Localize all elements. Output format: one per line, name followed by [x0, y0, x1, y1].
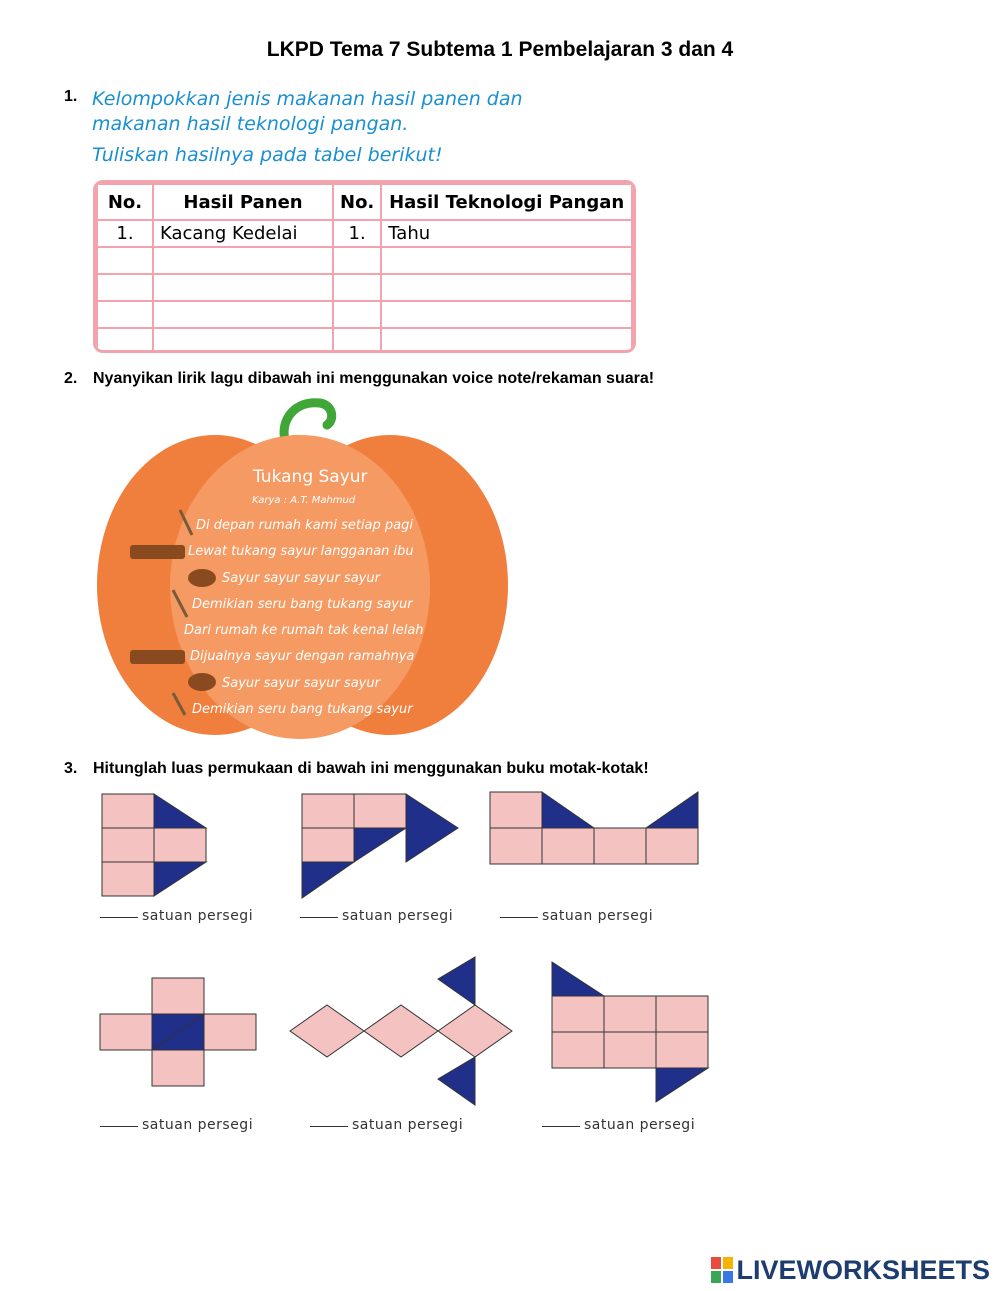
- pumpkin-illustration: [95, 395, 515, 745]
- table-cell-input[interactable]: [97, 247, 153, 274]
- table-cell-input[interactable]: [381, 274, 632, 301]
- table-cell: 1.: [97, 220, 153, 247]
- answer-caption-2[interactable]: [300, 908, 453, 924]
- question-3-text: Hitunglah luas permukaan di bawah ini menggunakan buku motak-kotak!: [93, 760, 649, 777]
- net-shape-3: [488, 790, 704, 866]
- lyric-line: Dari rumah ke rumah tak kenal lelah: [184, 623, 424, 638]
- table-cell-input[interactable]: [381, 328, 632, 353]
- question-1-line-1: Kelompokkan jenis makanan hasil panen dan: [92, 88, 523, 110]
- caption-text: satuan persegi: [342, 908, 454, 924]
- table-cell: Tahu: [381, 220, 632, 247]
- table-cell-input[interactable]: [97, 328, 153, 353]
- header-hasil-teknologi: Hasil Teknologi Pangan: [381, 184, 632, 220]
- answer-caption-5[interactable]: [310, 1117, 463, 1133]
- lyric-line: Dijualnya sayur dengan ramahnya: [190, 649, 415, 664]
- net-shape-5: [288, 955, 518, 1107]
- net-shape-6: [550, 960, 714, 1106]
- table-header-row: [97, 184, 632, 220]
- question-2-number: 2.: [64, 370, 78, 387]
- lyric-line: Di depan rumah kami setiap pagi: [196, 518, 413, 533]
- table-cell-input[interactable]: [333, 274, 381, 301]
- table-cell-input[interactable]: [333, 328, 381, 353]
- table-row: [97, 247, 632, 274]
- liveworksheets-logo[interactable]: [711, 1255, 990, 1286]
- answer-blank[interactable]: [542, 1126, 580, 1127]
- table-cell-input[interactable]: [153, 301, 333, 328]
- table-cell-input[interactable]: [381, 301, 632, 328]
- answer-blank[interactable]: [100, 1126, 138, 1127]
- caption-text: satuan persegi: [142, 908, 254, 924]
- table-cell-input[interactable]: [97, 274, 153, 301]
- lyric-line: Sayur sayur sayur sayur: [222, 571, 380, 586]
- table-cell-input[interactable]: [153, 274, 333, 301]
- table-cell-input[interactable]: [333, 301, 381, 328]
- answer-blank[interactable]: [500, 917, 538, 918]
- answer-caption-1[interactable]: [100, 908, 253, 924]
- xylophone-icon: [130, 545, 185, 559]
- table-row: [97, 301, 632, 328]
- table-cell-input[interactable]: [153, 247, 333, 274]
- table-row: [97, 220, 632, 247]
- page-title: LKPD Tema 7 Subtema 1 Pembelajaran 3 dan 4: [266, 38, 734, 61]
- question-2-text: Nyanyikan lirik lagu dibawah ini menggunakan voice note/rekaman suara!: [93, 370, 655, 387]
- table-cell: 1.: [333, 220, 381, 247]
- lyric-line: Sayur sayur sayur sayur: [222, 676, 380, 691]
- question-1-line-3: Tuliskan hasilnya pada tabel berikut!: [92, 144, 443, 166]
- header-no-2: No.: [333, 184, 381, 220]
- answer-blank[interactable]: [310, 1126, 348, 1127]
- caption-text: satuan persegi: [542, 908, 654, 924]
- lyric-line: Lewat tukang sayur langganan ibu: [188, 544, 414, 559]
- table-row: [97, 274, 632, 301]
- answer-blank[interactable]: [300, 917, 338, 918]
- caption-text: satuan persegi: [584, 1117, 696, 1133]
- table-cell-input[interactable]: [333, 247, 381, 274]
- table-cell-input[interactable]: [153, 328, 333, 353]
- drum-icon: [188, 569, 216, 587]
- answer-blank[interactable]: [100, 917, 138, 918]
- answer-caption-4[interactable]: [100, 1117, 253, 1133]
- xylophone-icon: [130, 650, 185, 664]
- song-title: Tukang Sayur: [253, 467, 368, 487]
- question-3-number: 3.: [64, 760, 78, 777]
- caption-text: satuan persegi: [142, 1117, 254, 1133]
- table-cell-input[interactable]: [97, 301, 153, 328]
- song-author: Karya : A.T. Mahmud: [252, 495, 356, 506]
- drum-icon: [188, 673, 216, 691]
- logo-badge-icon: [711, 1257, 733, 1283]
- question-1-line-2: makanan hasil teknologi pangan.: [92, 113, 409, 135]
- net-shape-1: [100, 792, 210, 900]
- net-shape-2: [300, 792, 462, 902]
- header-no-1: No.: [97, 184, 153, 220]
- table-cell: Kacang Kedelai: [153, 220, 333, 247]
- caption-text: satuan persegi: [352, 1117, 464, 1133]
- pumpkin-stem: [284, 403, 332, 440]
- logo-text: LIVEWORKSHEETS: [736, 1255, 990, 1285]
- lyric-line: Demikian seru bang tukang sayur: [192, 702, 413, 717]
- table-row: [97, 328, 632, 353]
- answer-table: [93, 180, 636, 353]
- net-shape-4: [98, 976, 260, 1088]
- answer-caption-3[interactable]: [500, 908, 653, 924]
- table-cell-input[interactable]: [381, 247, 632, 274]
- question-1-number: 1.: [64, 88, 78, 105]
- answer-caption-6[interactable]: [542, 1117, 695, 1133]
- lyric-line: Demikian seru bang tukang sayur: [192, 597, 413, 612]
- header-hasil-panen: Hasil Panen: [153, 184, 333, 220]
